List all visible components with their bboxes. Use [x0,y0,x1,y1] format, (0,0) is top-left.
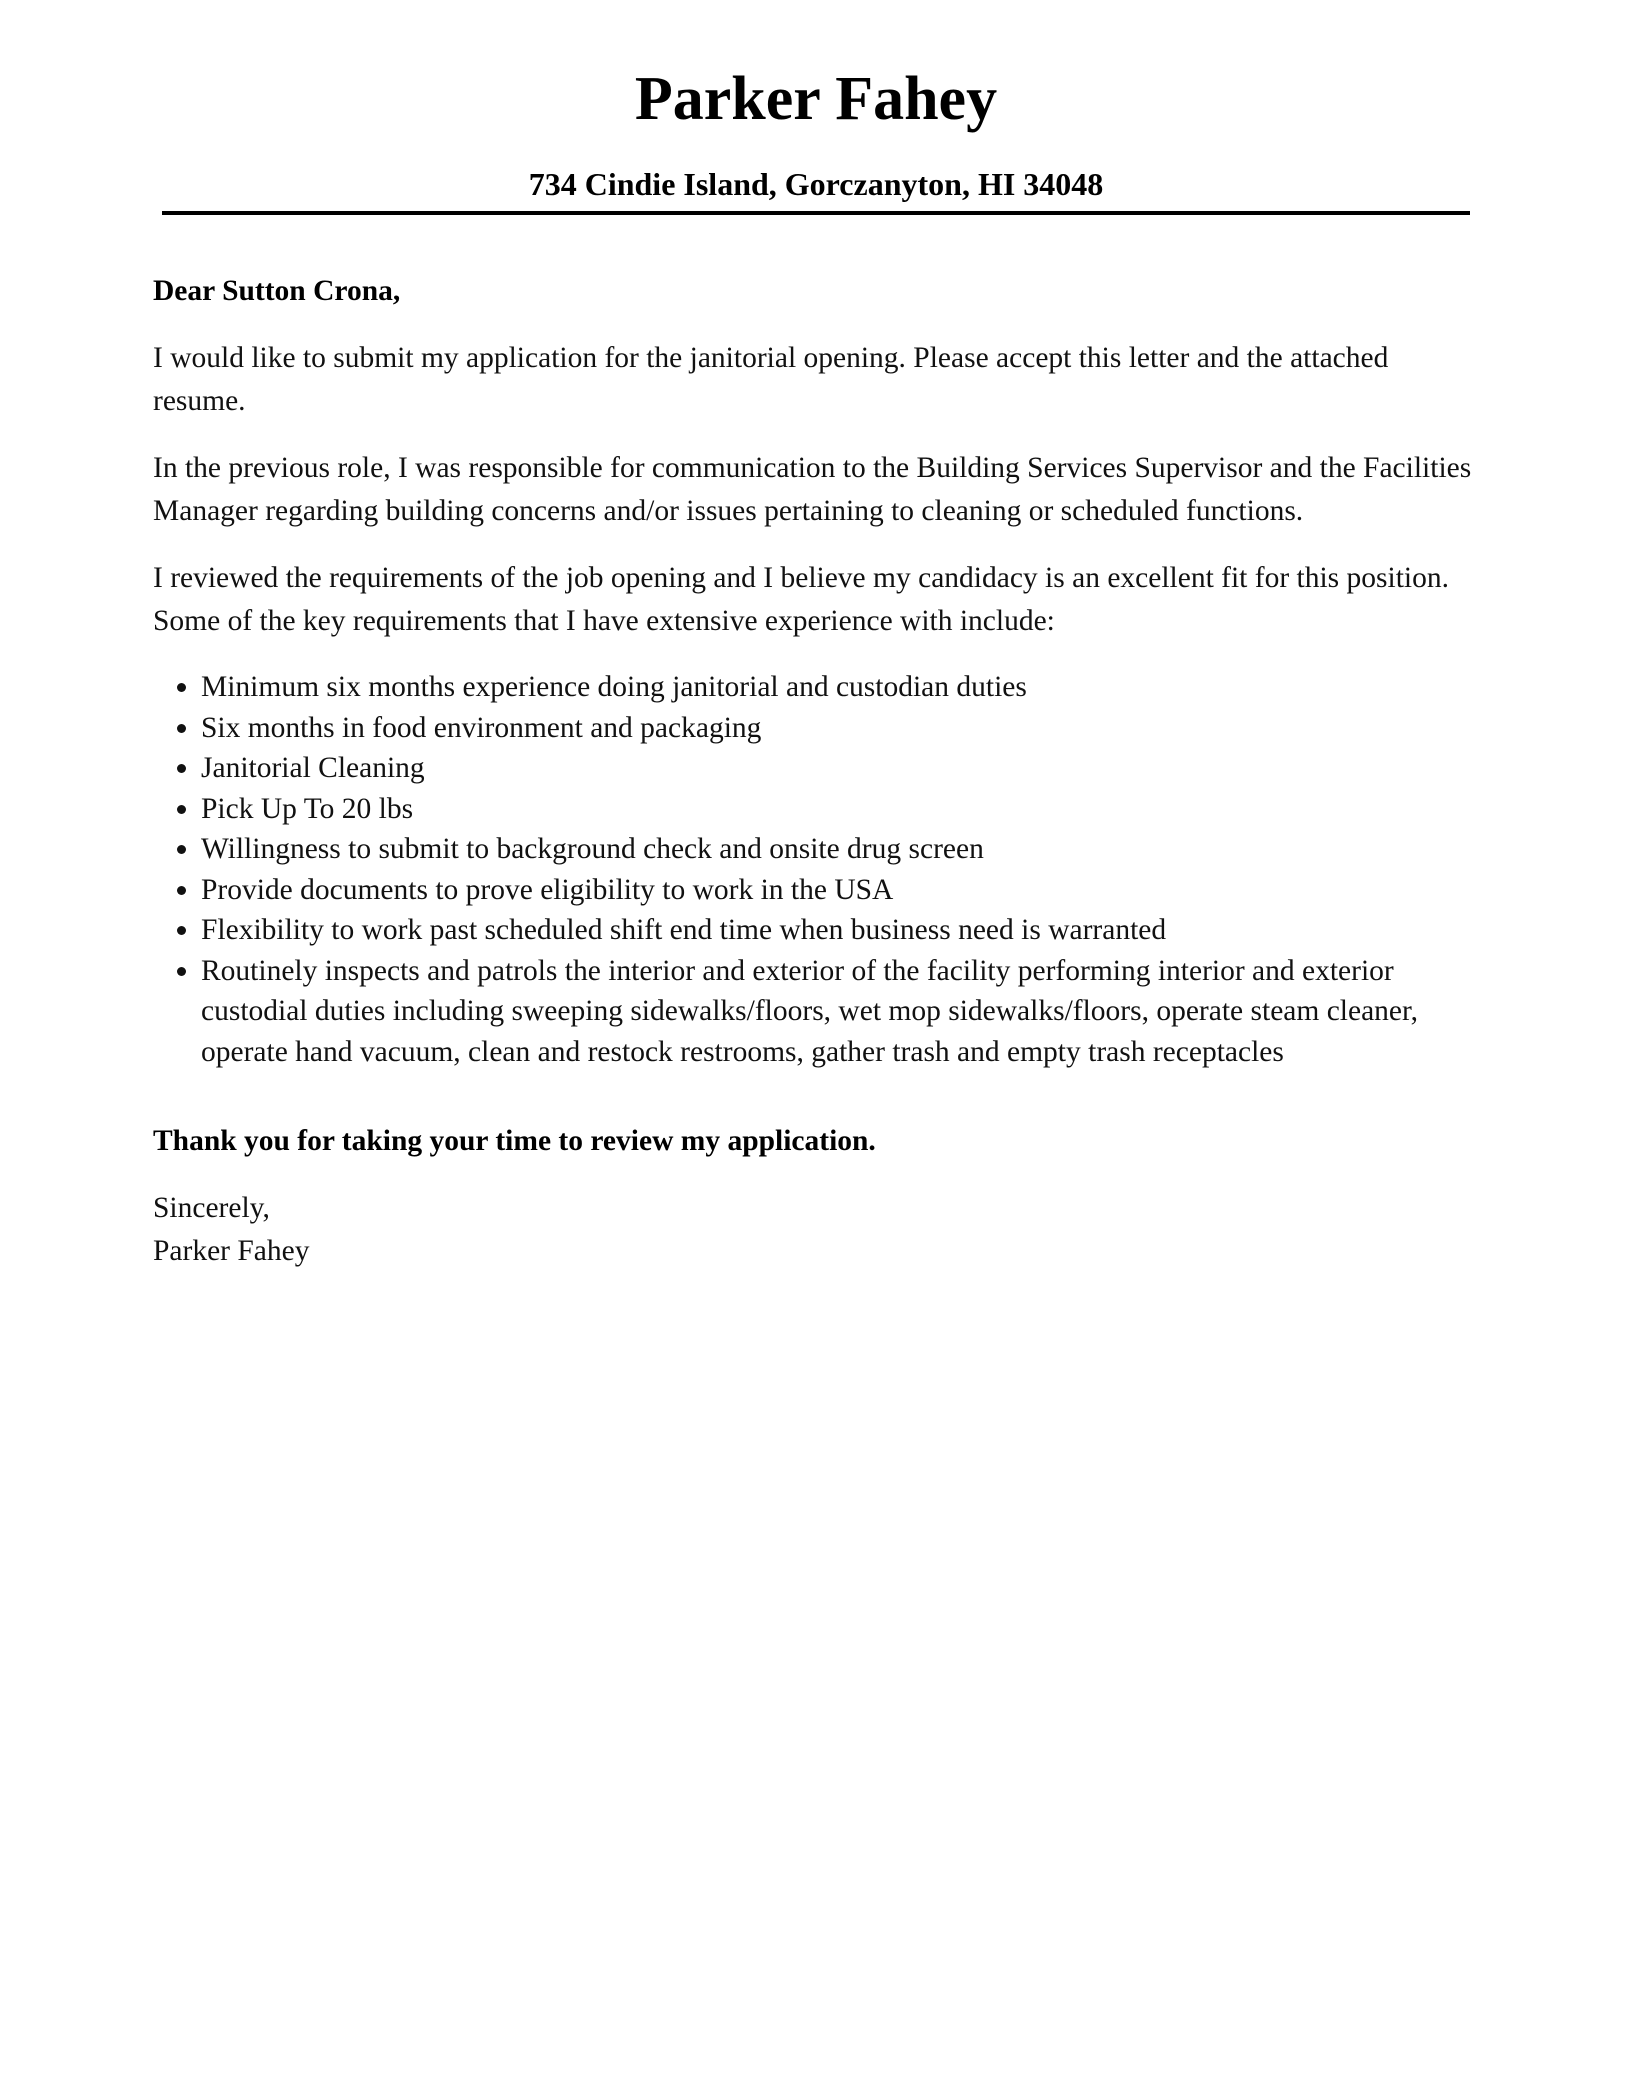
bullet-icon [177,805,186,814]
list-item-text: Pick Up To 20 lbs [201,792,414,825]
header-divider [162,211,1470,215]
bullet-icon [177,926,186,935]
signature-name: Parker Fahey [153,1235,310,1267]
bullet-icon [177,886,186,895]
list-item-text: Routinely inspects and patrols the interior and exterior of the facility performing interior and exterior custodial duties including sweeping sidewalks/floors, wet mop sidewalks/floors, operate steam cleaner, operate hand vacuum, clean and restock restrooms, gather trash and empty trash receptacles [201,954,1419,1068]
list-item [153,789,1483,830]
list-item [153,910,1483,951]
requirements-list [153,667,1483,1072]
bullet-icon [177,967,186,976]
experience-paragraph: In the previous role, I was responsible for communication to the Building Services Supervisor and the Facilities Manager regarding building concerns and/or issues pertaining to cleaning or scheduled functions. [153,452,1472,527]
list-item [153,667,1483,708]
list-item [153,870,1483,911]
closing-block [153,1187,1483,1273]
greeting: Dear Sutton Crona, [153,275,401,307]
list-item-text: Flexibility to work past scheduled shift end time when business need is warranted [201,914,1167,946]
closing-salutation: Sincerely, [153,1192,270,1224]
bullet-icon [177,724,186,733]
letter-body [153,270,1483,1273]
list-item [153,708,1483,749]
bullet-icon [177,683,186,692]
list-item-text: Willingness to submit to background check and onsite drug screen [201,833,984,865]
bullet-icon [177,845,186,854]
requirements-intro-paragraph: I reviewed the requirements of the job opening and I believe my candidacy is an excellent fit for this position. Some of the key requirements that I have extensive experience with include: [153,562,1449,637]
thank-you-line: Thank you for taking your time to review my application. [153,1125,876,1157]
list-item [153,951,1483,1073]
list-item [153,748,1483,789]
list-item [153,829,1483,870]
list-item-text: Janitorial Cleaning [201,752,425,784]
applicant-name: Parker Fahey [634,65,998,133]
list-item-text: Minimum six months experience doing janitorial and custodian duties [201,671,1027,703]
applicant-address: 734 Cindie Island, Gorczanyton, HI 34048 [528,166,1104,202]
list-item-text: Six months in food environment and packaging [201,711,762,744]
list-item-text: Provide documents to prove eligibility to work in the USA [201,873,894,906]
bullet-icon [177,764,186,773]
intro-paragraph: I would like to submit my application for the janitorial opening. Please accept this letter and the attached resume. [153,342,1389,417]
